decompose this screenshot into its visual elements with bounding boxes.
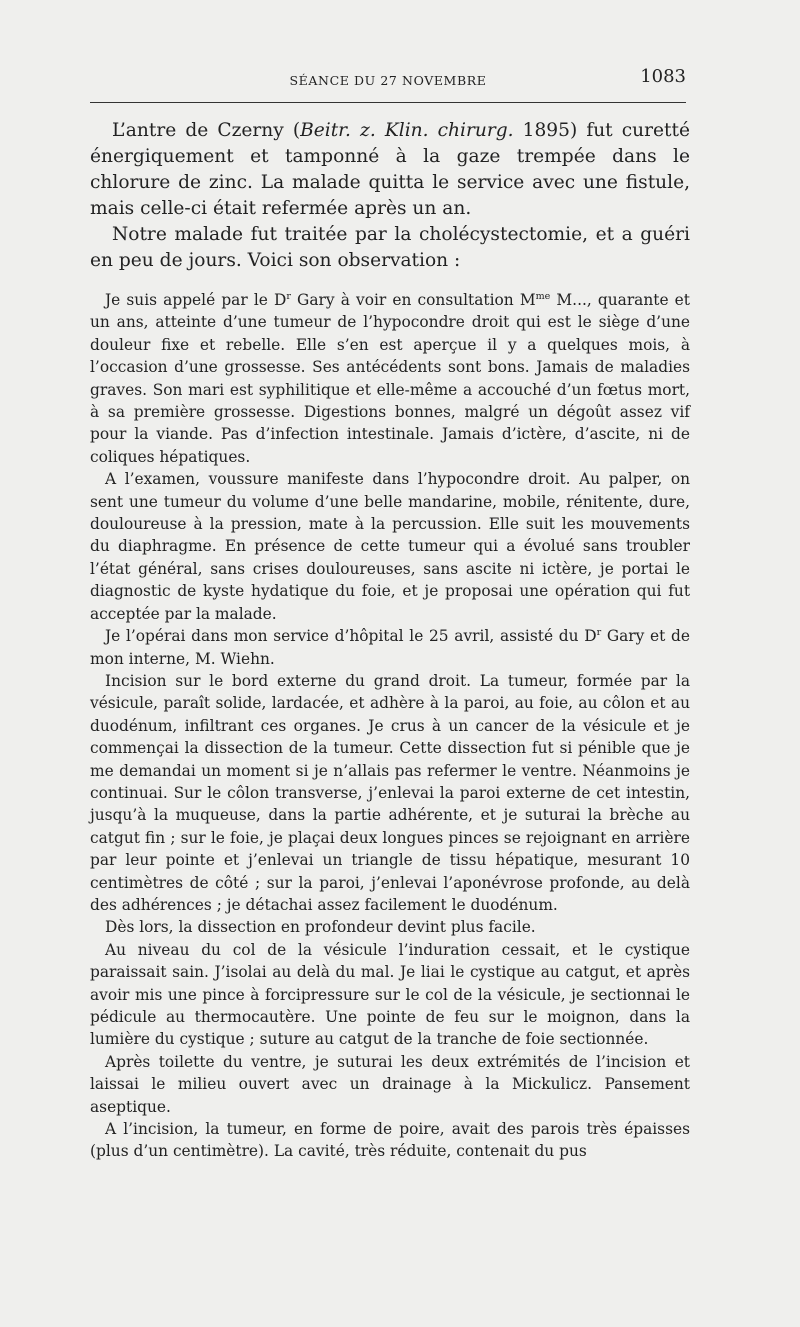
- observation-text: [90, 289, 690, 1163]
- observation-paragraph-6: Au niveau du col de la vésicule l’induration cessait, et le cystique paraissait sain. J’isolai au delà du mal. Je liai le cystique au catgut, et après avoir mis une pince à forcipressure sur le col de la vésicule, je sectionnai le pédicule au thermocautère. Une pointe de feu sur le moignon, dans la lumière du cystique ; suture au catgut de la tranche de foie sectionnée.: [90, 940, 690, 1049]
- obs-p1-b: Gary à voir en consultation M: [290, 291, 536, 309]
- header-rule: [90, 102, 686, 103]
- page-header: [90, 66, 686, 92]
- obs-p3-a: Je l’opérai dans mon service d’hôpital le 25 avril, assisté du D: [105, 627, 597, 646]
- obs-p1-sup2: me: [535, 290, 551, 302]
- observation-paragraph-5: Dès lors, la dissection en profondeur devint plus facile.: [105, 918, 536, 937]
- observation-paragraph-2: A l’examen, voussure manifeste dans l’hypocondre droit. Au palper, on sent une tumeur du volume d’une belle mandarine, mobile, rénitente, dure, douloureuse à la pression, mate à la percussion. Elle suit les mouvements du diaphragme. En présence de cette tumeur qui a évolué sans troubler l’état général, sans crises douloureuses, sans ascite ni ictère, je portai le diagnostic de kyste hydatique du foie, et je proposai une opération qui fut acceptée par la malade.: [90, 470, 690, 623]
- intro-text: [90, 118, 690, 274]
- obs-p1-c: M..., quarante et un ans, atteinte d’une tumeur de l’hypocondre droit qui est le siège d’une douleur fixe et rebelle. Elle s’en est aperçue il y a quelques mois, à l’occasion d’une grossesse. Ses antécédents sont bons. Jamais de maladies graves. Son mari est syphilitique et elle-même a accouché d’un fœtus mort, à sa première grossesse. Digestions bonnes, malgré un dégoût assez vif pour la viande. Pas d’infection intestinale. Jamais d’ictère, d’ascite, ni de coliques hépatiques.: [90, 291, 690, 466]
- intro-p1-post: 1895) fut curetté énergiquement et tamponné à la gaze trempée dans le chlorure de zinc. La malade quitta le service avec une fistule, mais celle-ci était refermée après un an.: [90, 120, 690, 219]
- obs-p3-b: Gary et de mon interne, M. Wiehn.: [90, 627, 691, 668]
- running-head: SÉANCE DU 27 NOVEMBRE: [289, 73, 487, 88]
- intro-paragraph-1: [90, 118, 690, 222]
- intro-paragraph-2: Notre malade fut traitée par la cholécystectomie, et a guéri en peu de jours. Voici son observation :: [90, 224, 690, 271]
- citation: Beitr. z. Klin. chirurg.: [300, 120, 514, 141]
- page-number: 1083: [640, 66, 686, 87]
- observation-paragraph-1: [90, 289, 690, 468]
- obs-p1-sup1: r: [286, 290, 291, 302]
- observation-paragraph-3: [90, 625, 690, 670]
- observation-paragraph-4: Incision sur le bord externe du grand droit. La tumeur, formée par la vésicule, paraît solide, lardacée, et adhère à la paroi, au foie, au côlon et au duodénum, infiltrant ces organes. Je crus à un cancer de la vésicule et je commençai la dissection de la tumeur. Cette dissection fut si pénible que je me demandai un moment si je n’allais pas refermer le ventre. Néanmoins je continuai. Sur le côlon transverse, j’enlevai la paroi externe de cet intestin, jusqu’à la muqueuse, dans la partie adhérente, et je suturai la brèche au catgut fin ; sur le foie, je plaçai deux longues pinces se rejoignant en arrière par leur pointe et j’enlevai un triangle de tissu hépatique, mesurant 10 centimètres de côté ; sur la paroi, j’enlevai l’aponévrose profonde, au delà des adhérences ; je détachai assez facilement le duodénum.: [90, 671, 690, 914]
- intro-p1-pre: L’antre de Czerny (: [112, 120, 301, 141]
- obs-p3-sup: r: [596, 626, 602, 638]
- observation-paragraph-7: Après toilette du ventre, je suturai les deux extrémités de l’incision et laissai le milieu ouvert avec un drainage à la Mickulicz. Pansement aseptique.: [90, 1052, 690, 1116]
- obs-p1-a: Je suis appelé par le D: [105, 291, 287, 309]
- observation-paragraph-8: A l’incision, la tumeur, en forme de poire, avait des parois très épaisses (plus d’un centimètre). La cavité, très réduite, contenait du pus: [90, 1120, 690, 1161]
